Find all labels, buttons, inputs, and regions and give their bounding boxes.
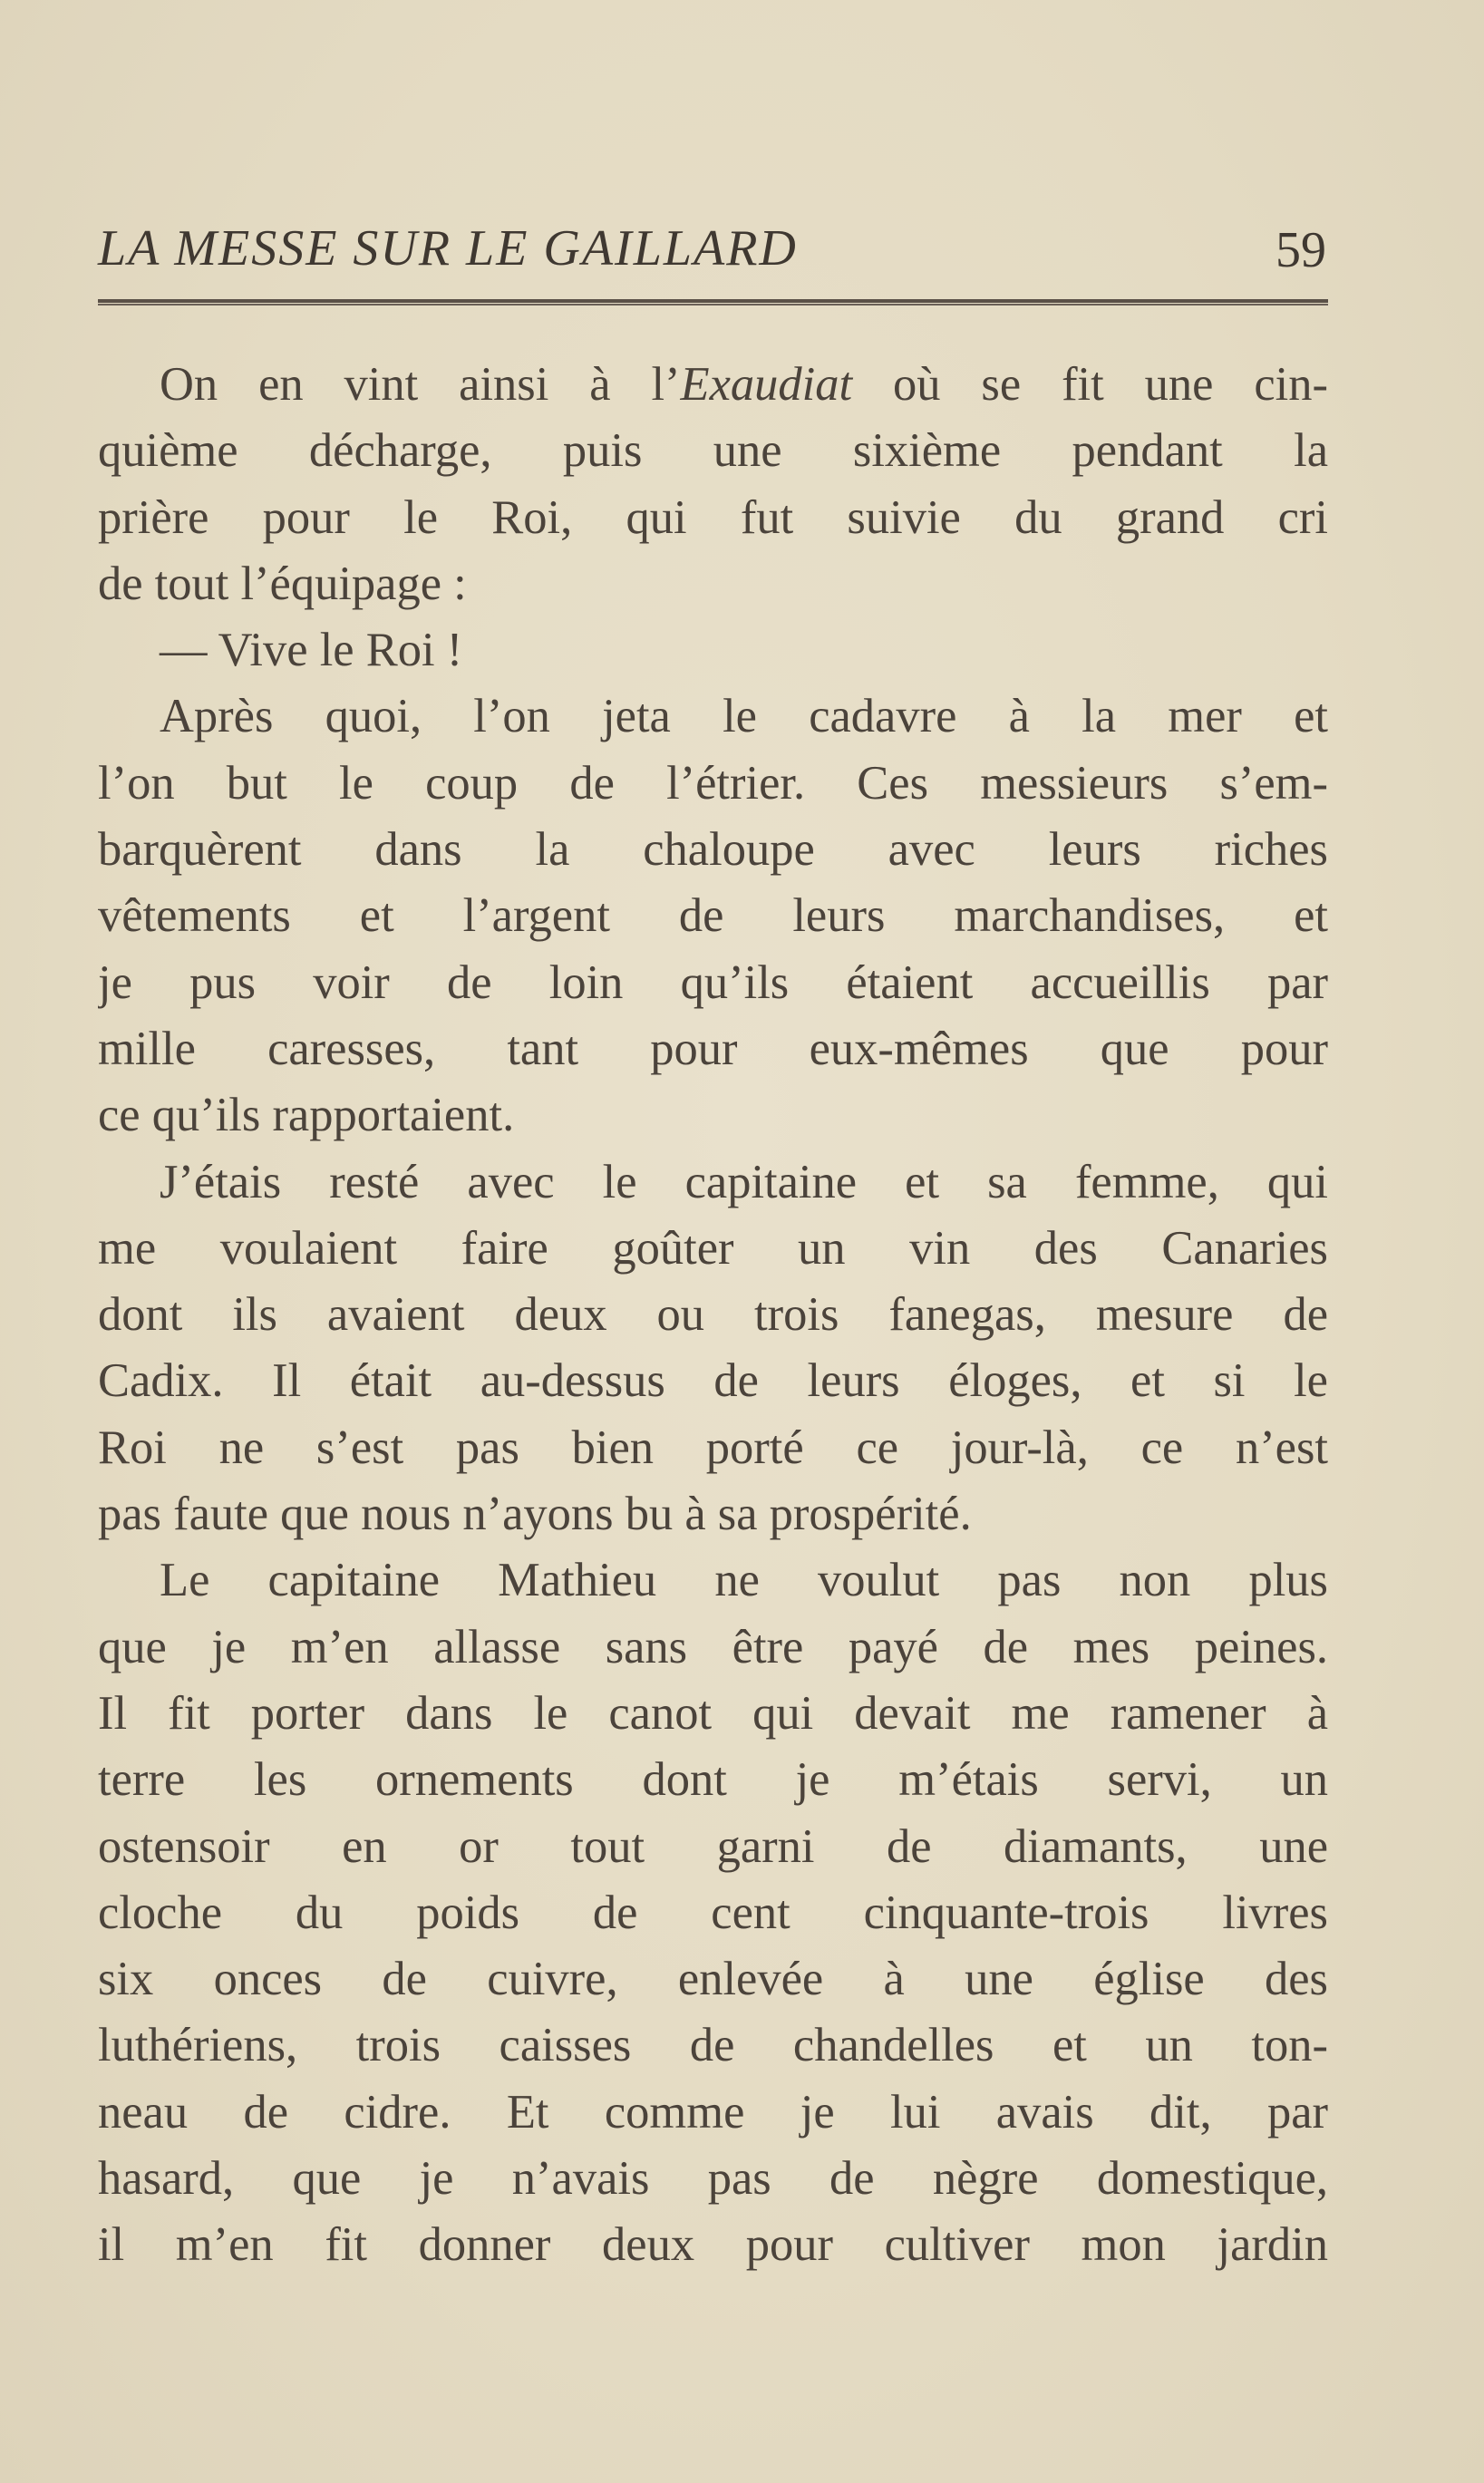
running-title: LA MESSE SUR LE GAILLARD [98, 220, 798, 276]
text-line: cloche du poids de cent cinquante-trois livres [98, 1886, 1328, 1939]
text-line: neau de cidre. Et comme je lui avais dit, par [98, 2085, 1328, 2139]
text-line: J’étais resté avec le capitaine et sa femme, qui [160, 1155, 1328, 1208]
text-line: Le capitaine Mathieu ne voulut pas non plus [160, 1554, 1328, 1607]
text-line: Roi ne s’est pas bien porté ce jour-là, ce n’est [98, 1421, 1328, 1474]
text-line: je pus voir de loin qu’ils étaient accueillis par [98, 955, 1328, 1009]
text-line: luthériens, trois caisses de chandelles et un ton- [98, 2019, 1328, 2072]
text-line: mille caresses, tant pour eux-mêmes que pour [98, 1022, 1328, 1075]
text-line: ostensoir en or tout garni de diamants, une [98, 1819, 1328, 1873]
text-line: de tout l’équipage : [98, 557, 467, 610]
text-line: me voulaient faire goûter un vin des Canaries [98, 1221, 1328, 1275]
page-number: 59 [1275, 222, 1326, 278]
text-line: Cadix. Il était au-dessus de leurs éloges, et si le [98, 1354, 1328, 1408]
text-line: prière pour le Roi, qui fut suivie du grand cri [98, 490, 1328, 544]
text-line: terre les ornements dont je m’étais servi, un [98, 1753, 1328, 1807]
book-page [98, 209, 1328, 2272]
page-header [98, 209, 1328, 290]
text-line: il m’en fit donner deux pour cultiver mon jardin [98, 2218, 1328, 2272]
italic-word: Exaudiat [680, 358, 853, 411]
text-line: hasard, que je n’avais pas de nègre domestique, [98, 2152, 1328, 2206]
text-line: l’on but le coup de l’étrier. Ces messieurs s’em- [98, 756, 1328, 810]
header-rule [98, 299, 1328, 306]
text-line: Après quoi, l’on jeta le cadavre à la mer et [160, 690, 1328, 743]
text-line: pas faute que nous n’ayons bu à sa prospérité. [98, 1488, 972, 1541]
text-line: ce qu’ils rapportaient. [98, 1089, 515, 1142]
text-line: quième décharge, puis une sixième pendant la [98, 424, 1328, 478]
text-line: Il fit porter dans le canot qui devait me ramener à [98, 1686, 1328, 1740]
text-line: six onces de cuivre, enlevée à une église des [98, 1953, 1328, 2006]
text-line: — Vive le Roi ! [160, 624, 463, 677]
text-line: dont ils avaient deux ou trois fanegas, mesure de [98, 1288, 1328, 1342]
text-line: vêtements et l’argent de leurs marchandises, et [98, 889, 1328, 943]
text-line: barquèrent dans la chaloupe avec leurs riches [98, 823, 1328, 877]
text-line: On en vint ainsi à l’Exaudiat où se fit une cin- [160, 358, 1328, 411]
text-line: que je m’en allasse sans être payé de mes peines. [98, 1620, 1328, 1673]
body-text [98, 352, 1328, 2279]
